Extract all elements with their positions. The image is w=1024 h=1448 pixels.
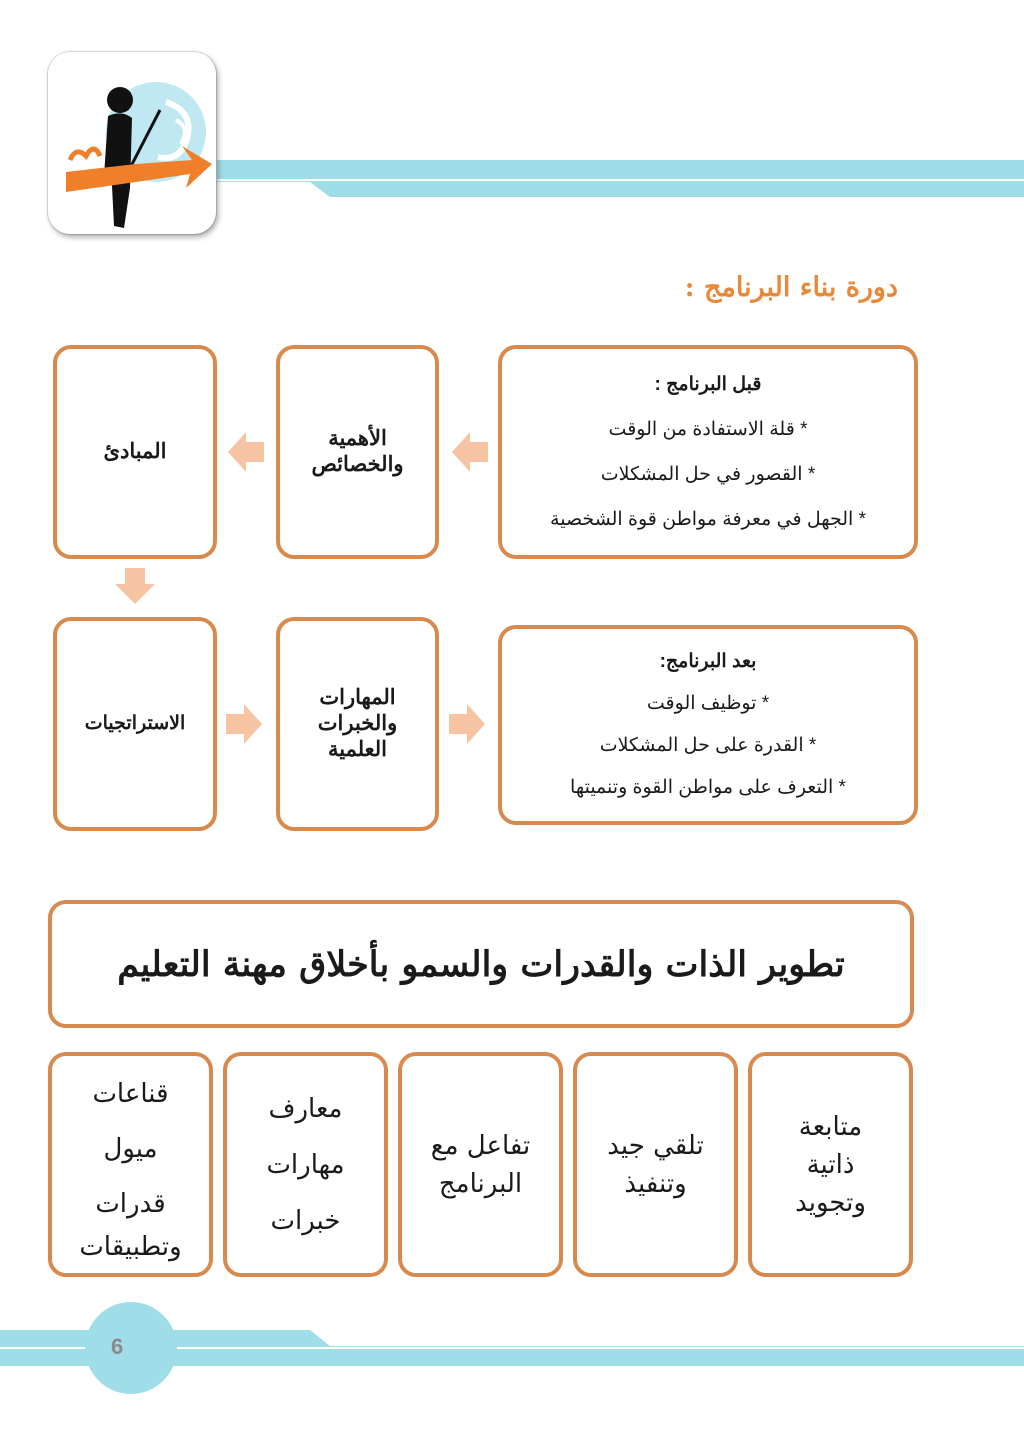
bottom-box-line: ذاتية [806,1149,855,1180]
principles-box [53,345,217,559]
arrow-down-icon [115,568,155,604]
bottom-box-line: وتنفيذ [624,1168,687,1199]
bottom-box-line: معارف [268,1093,343,1124]
strategies-label: الاستراتجيات [84,713,186,735]
bottom-box-knowledge [223,1052,388,1277]
after-item: * توظيف الوقت [646,693,770,714]
bottom-box-line: متابعة [798,1111,863,1142]
strategies-box [53,617,217,831]
bottom-box-line: خبرات [270,1205,341,1236]
after-program-title: بعد البرنامج: [659,651,757,672]
bottom-box-line: وتطبيقات [79,1232,182,1262]
after-item: * التعرف على مواطن القوة وتنميتها [570,777,846,798]
bottom-box-line: البرنامج [438,1168,523,1199]
skills-line: العلمية [327,738,388,762]
skills-box [276,617,439,831]
bottom-box-line: قناعات [92,1079,169,1109]
page-number: 6 [111,1334,124,1359]
bottom-box-line: مهارات [266,1149,345,1180]
skills-line: والخبرات [317,711,398,735]
bottom-box-line: تلقي جيد [607,1130,704,1161]
importance-box [276,345,439,559]
arrow-right-icon [449,704,485,744]
arrow-right-icon [226,704,262,744]
before-item: * قلة الاستفادة من الوقت [608,419,808,440]
skills-line: المهارات [319,685,396,709]
bottom-box-line: تفاعل مع [430,1130,531,1161]
logo [48,52,216,234]
before-program-box [498,345,918,559]
goal-banner-text: تطوير الذات والقدرات والسمو بأخلاق مهنة التعليم [117,943,845,985]
goal-banner [48,900,914,1028]
importance-line: والخصائص [311,453,404,476]
before-item: * الجهل في معرفة مواطن قوة الشخصية [550,509,866,530]
bottom-box-line: قدرات [95,1189,166,1219]
before-program-title: قبل البرنامج : [654,374,762,395]
arrow-left-icon [228,432,264,472]
bottom-box-followup [748,1052,913,1277]
importance-line: الأهمية [328,426,387,450]
before-item: * القصور في حل المشكلات [600,464,816,485]
bottom-box-reception [573,1052,738,1277]
after-item: * القدرة على حل المشكلات [599,735,817,756]
after-program-box [498,625,918,825]
bottom-box-line: وتجويد [795,1187,866,1218]
bottom-box-interaction [398,1052,563,1277]
bottom-box-line: ميول [103,1134,158,1164]
arrow-left-icon [452,432,488,472]
section-heading: دورة بناء البرنامج : [684,272,898,303]
principles-label: المبادئ [103,439,167,463]
footer-band [0,1300,1024,1448]
bottom-box-convictions [48,1052,213,1277]
